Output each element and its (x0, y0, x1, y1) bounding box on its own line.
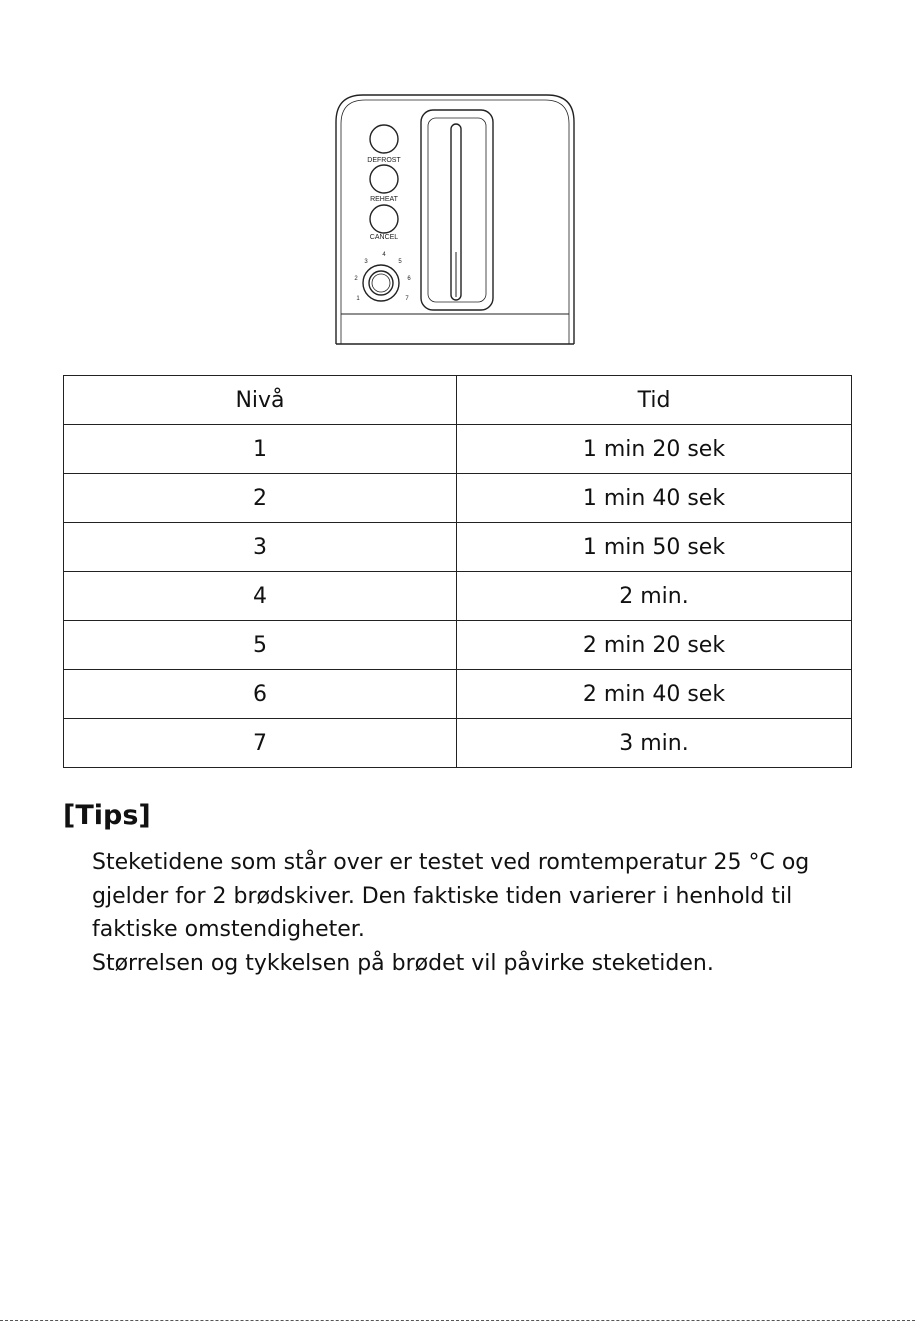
level-cell: 2 (64, 474, 457, 523)
time-cell: 2 min 20 sek (457, 621, 852, 670)
table-row (64, 523, 852, 572)
defrost-button (370, 125, 398, 153)
table-row (64, 719, 852, 768)
toasting-time-table (63, 375, 852, 768)
dial-level-2: 2 (354, 276, 358, 282)
level-cell: 7 (64, 719, 457, 768)
time-cell: 1 min 20 sek (457, 425, 852, 474)
tips-paragraph-2: Størrelsen og tykkelsen på brødet vil påvirke steketiden. (92, 950, 714, 976)
table-row (64, 425, 852, 474)
header-level: Nivå (64, 376, 457, 425)
dial-level-5: 5 (398, 259, 402, 265)
tips-body (92, 846, 852, 980)
level-cell: 3 (64, 523, 457, 572)
level-cell: 5 (64, 621, 457, 670)
defrost-label: DEFROST (367, 157, 401, 164)
cancel-button (370, 205, 398, 233)
table-row (64, 621, 852, 670)
tips-paragraph-1: Steketidene som står over er testet ved romtemperatur 25 °C og gjelder for 2 brødskiver. Den faktiske tiden varierer i henhold til faktiske omstendigheter. (92, 850, 810, 942)
level-cell: 1 (64, 425, 457, 474)
dial-level-4: 4 (382, 252, 386, 258)
time-cell: 2 min. (457, 572, 852, 621)
tips-heading: [Tips] (63, 800, 151, 831)
bread-slot (421, 110, 493, 310)
page-bottom-rule (0, 1320, 915, 1321)
toaster-illustration (333, 92, 577, 346)
dial-level-7: 7 (405, 296, 409, 302)
dial-level-1: 1 (356, 296, 360, 302)
reheat-button (370, 165, 398, 193)
level-cell: 6 (64, 670, 457, 719)
time-cell: 3 min. (457, 719, 852, 768)
table-header-row (64, 376, 852, 425)
dial-level-6: 6 (407, 276, 411, 282)
reheat-label: REHEAT (370, 196, 398, 203)
dial-level-3: 3 (364, 259, 368, 265)
table-row (64, 474, 852, 523)
table-row (64, 572, 852, 621)
level-cell: 4 (64, 572, 457, 621)
cancel-label: CANCEL (369, 234, 399, 241)
header-time: Tid (457, 376, 852, 425)
time-cell: 2 min 40 sek (457, 670, 852, 719)
time-cell: 1 min 50 sek (457, 523, 852, 572)
table-row (64, 670, 852, 719)
time-cell: 1 min 40 sek (457, 474, 852, 523)
